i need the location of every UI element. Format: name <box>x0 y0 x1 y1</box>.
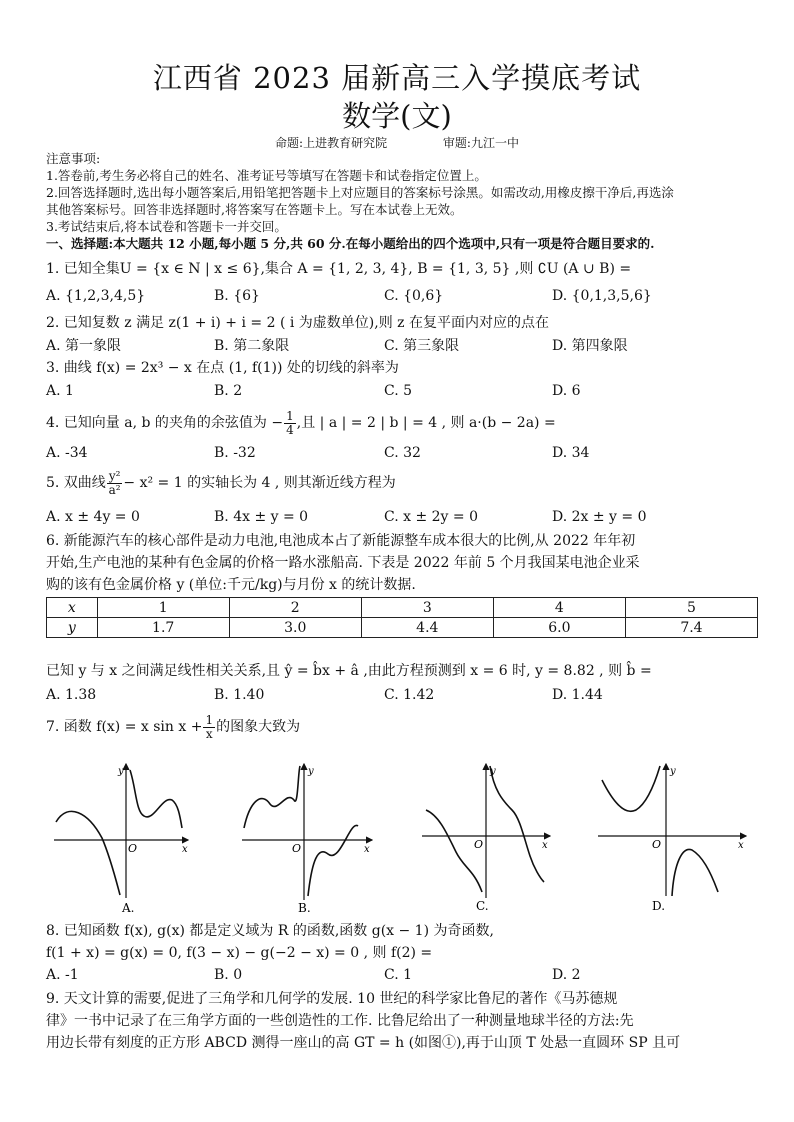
table-row <box>47 618 758 638</box>
axis-y-label: y <box>118 766 124 777</box>
option-d: D. 1.44 <box>552 687 603 703</box>
stem-line: 用边长带有刻度的正方形 ABCD 测得一座山的高 GT = h (如图①),再于山顶 T 处悬一直圆环 SP 且可 <box>46 1035 681 1051</box>
question-3-stem: 3. 曲线 f(x) = 2x³ − x 在点 (1, f(1)) 处的切线的斜率为 <box>46 360 399 376</box>
option-c: C. 32 <box>384 445 421 461</box>
question-7-stem <box>46 712 758 742</box>
table-cell: 7.4 <box>625 618 757 638</box>
fraction <box>284 410 296 437</box>
stem-line: 6. 新能源汽车的核心部件是动力电池,电池成本占了新能源整车成本很大的比例,从 2022 年年初 <box>46 533 636 549</box>
origin-label: O <box>292 842 302 855</box>
option-d: D. 34 <box>552 445 590 461</box>
question-4-stem <box>46 408 758 438</box>
curve-right <box>672 849 718 896</box>
notice-item: 3.考试结束后,将本试卷和答题卡一并交回。 <box>46 219 287 234</box>
reviewer-credit: 审题:九江一中 <box>442 136 519 150</box>
option-b: B. 0 <box>214 967 243 983</box>
notice-item: 2.回答选择题时,选出每小题答案后,用铅笔把答题卡上对应题目的答案标号涂黑。如需改动,用橡皮擦干净后,再选涂 <box>46 185 674 200</box>
question-8-condition: f(1 + x) = g(x) = 0, f(3 − x) − g(−2 − x) = 0 , 则 f(2) = <box>46 945 433 961</box>
axis-x-label: x <box>738 840 744 851</box>
table-row <box>47 598 758 618</box>
stem-part: 4. 已知向量 a, b 的夹角的余弦值为 − <box>46 415 284 431</box>
option-c: C. 1.42 <box>384 687 435 703</box>
option-d: D. 2x ± y = 0 <box>552 509 647 525</box>
option-c: C. 1 <box>384 967 413 983</box>
option-b: B. -32 <box>214 445 256 461</box>
option-a: A. x ± 4y = 0 <box>46 509 140 525</box>
option-d: D. {0,1,3,5,6} <box>552 288 652 304</box>
question-3-options <box>46 380 758 402</box>
axis-x-label: x <box>182 844 188 855</box>
option-a: A. -34 <box>46 445 88 461</box>
axis-x-label: x <box>542 840 548 851</box>
option-b: B. 4x ± y = 0 <box>214 509 309 525</box>
question-6-stem <box>46 530 758 596</box>
option-a: A. 1 <box>46 383 74 399</box>
fraction-numerator: y² <box>108 468 121 483</box>
option-a: A. -1 <box>46 967 79 983</box>
price-table <box>46 597 758 638</box>
notice-item: 1.答卷前,考生务必将自己的姓名、准考证号等填写在答题卡和试卷指定位置上。 <box>46 168 487 183</box>
fraction-denominator: x <box>205 726 213 741</box>
option-d: D. 6 <box>552 383 581 399</box>
stem-part: 5. 双曲线 <box>46 475 106 491</box>
stem-line: 律》一书中记录了在三角学方面的一些创造性的工作. 比鲁尼给出了一种测量地球半径的方法:先 <box>46 1013 634 1029</box>
option-b: B. 2 <box>214 383 243 399</box>
table-cell: 3.0 <box>229 618 361 638</box>
stem-line: 开始,生产电池的某种有色金属的价格一路水涨船高. 下表是 2022 年前 5 个月我国某电池企业采 <box>46 555 640 571</box>
graph-label: C. <box>476 899 489 913</box>
option-d: D. 2 <box>552 967 581 983</box>
option-a: A. {1,2,3,4,5} <box>46 288 146 304</box>
stem-line: 9. 天文计算的需要,促进了三角学和几何学的发展. 10 世纪的科学家比鲁尼的著作《马苏德规 <box>46 991 618 1007</box>
option-d: D. 第四象限 <box>552 338 628 354</box>
question-8-options <box>46 964 758 986</box>
question-4-options <box>46 442 758 464</box>
curve-left <box>426 810 482 892</box>
option-c: C. 第三象限 <box>384 338 460 354</box>
table-cell: 1.7 <box>97 618 229 638</box>
graph-d <box>598 764 746 913</box>
fraction-numerator: 1 <box>286 408 294 423</box>
table-cell: 5 <box>625 598 757 618</box>
notice-heading: 注意事项: <box>46 151 101 166</box>
table-cell: 4 <box>493 598 625 618</box>
question-5-options <box>46 506 758 528</box>
curve-right <box>490 766 544 882</box>
question-6-options <box>46 684 758 706</box>
curve-left <box>244 766 300 828</box>
option-b: B. 第二象限 <box>214 338 290 354</box>
axis-x-label: x <box>364 844 370 855</box>
question-1-options <box>46 285 758 307</box>
notice-item: 其他答案标号。回答非选择题时,将答案写在答题卡上。写在本试卷上无效。 <box>46 202 463 217</box>
fraction-numerator: 1 <box>205 712 214 727</box>
question-2-stem: 2. 已知复数 z 满足 z(1 + i) + i = 2 ( i 为虚数单位),则 z 在复平面内对应的点在 <box>46 315 549 331</box>
graph-c <box>422 764 550 913</box>
origin-label: O <box>652 838 662 851</box>
option-a: A. 1.38 <box>46 687 97 703</box>
origin-label: O <box>128 842 138 855</box>
graph-label: D. <box>652 899 666 913</box>
fraction-denominator: a² <box>108 482 121 497</box>
curve-left <box>602 766 660 811</box>
table-cell: 2 <box>229 598 361 618</box>
question-6-condition: 已知 y 与 x 之间满足线性相关关系,且 ŷ = b̂x + â ,由此方程预测到 x = 6 时, y = 8.82 , 则 b̂ = <box>46 663 652 679</box>
table-cell: 1 <box>97 598 229 618</box>
axis-y-label: y <box>670 766 676 777</box>
question-9-stem <box>46 988 758 1054</box>
table-cell: 4.4 <box>361 618 493 638</box>
graph-label: B. <box>298 901 311 915</box>
option-c: C. x ± 2y = 0 <box>384 509 478 525</box>
exam-title: 江西省 2023 届新高三入学摸底考试 <box>152 61 642 95</box>
question-5-stem <box>46 468 758 498</box>
question-1-stem: 1. 已知全集U = {x ∈ N | x ≤ 6},集合 A = {1, 2, 3, 4}, B = {1, 3, 5} ,则 ∁U (A ∪ B) = <box>46 261 632 277</box>
option-c: C. 5 <box>384 383 413 399</box>
curve-left <box>56 811 120 895</box>
option-c: C. {0,6} <box>384 288 444 304</box>
curve-right <box>308 825 358 896</box>
table-cell: 6.0 <box>493 618 625 638</box>
function-graphs <box>46 760 758 920</box>
fraction <box>107 470 123 497</box>
stem-line: 购的该有色金属价格 y (单位:千元/kg)与月份 x 的统计数据. <box>46 577 416 593</box>
question-2-options <box>46 335 758 357</box>
graph-b <box>242 764 372 915</box>
option-b: B. 1.40 <box>214 687 265 703</box>
table-cell: 3 <box>361 598 493 618</box>
fraction-denominator: 4 <box>286 422 294 437</box>
section-heading: 一、选择题:本大题共 12 小题,每小题 5 分,共 60 分.在每小题给出的四个选项中,只有一项是符合题目要求的. <box>46 236 655 251</box>
author-credit: 命题:上进教育研究院 <box>275 136 388 150</box>
exam-subject: 数学(文) <box>342 99 452 133</box>
stem-part: 7. 函数 f(x) = x sin x + <box>46 719 203 735</box>
option-b: B. {6} <box>214 288 260 304</box>
table-cell: y <box>47 618 98 638</box>
table-cell: x <box>47 598 98 618</box>
curve-right <box>130 770 182 828</box>
graph-label: A. <box>122 901 135 915</box>
fraction <box>203 714 215 741</box>
exam-credits <box>0 134 794 151</box>
notice-block <box>46 150 758 252</box>
origin-label: O <box>474 838 484 851</box>
question-8-stem: 8. 已知函数 f(x), g(x) 都是定义域为 R 的函数,函数 g(x − 1) 为奇函数, <box>46 923 494 939</box>
stem-part: − x² = 1 的实轴长为 4 , 则其渐近线方程为 <box>123 475 396 491</box>
axis-y-label: y <box>308 766 314 777</box>
stem-part: 的图象大致为 <box>216 719 301 735</box>
stem-part: ,且 | a | = 2 | b | = 4 , 则 a·(b − 2a) = <box>296 415 556 431</box>
option-a: A. 第一象限 <box>46 338 122 354</box>
axis-y-label: y <box>490 766 496 777</box>
graph-a <box>54 764 188 915</box>
